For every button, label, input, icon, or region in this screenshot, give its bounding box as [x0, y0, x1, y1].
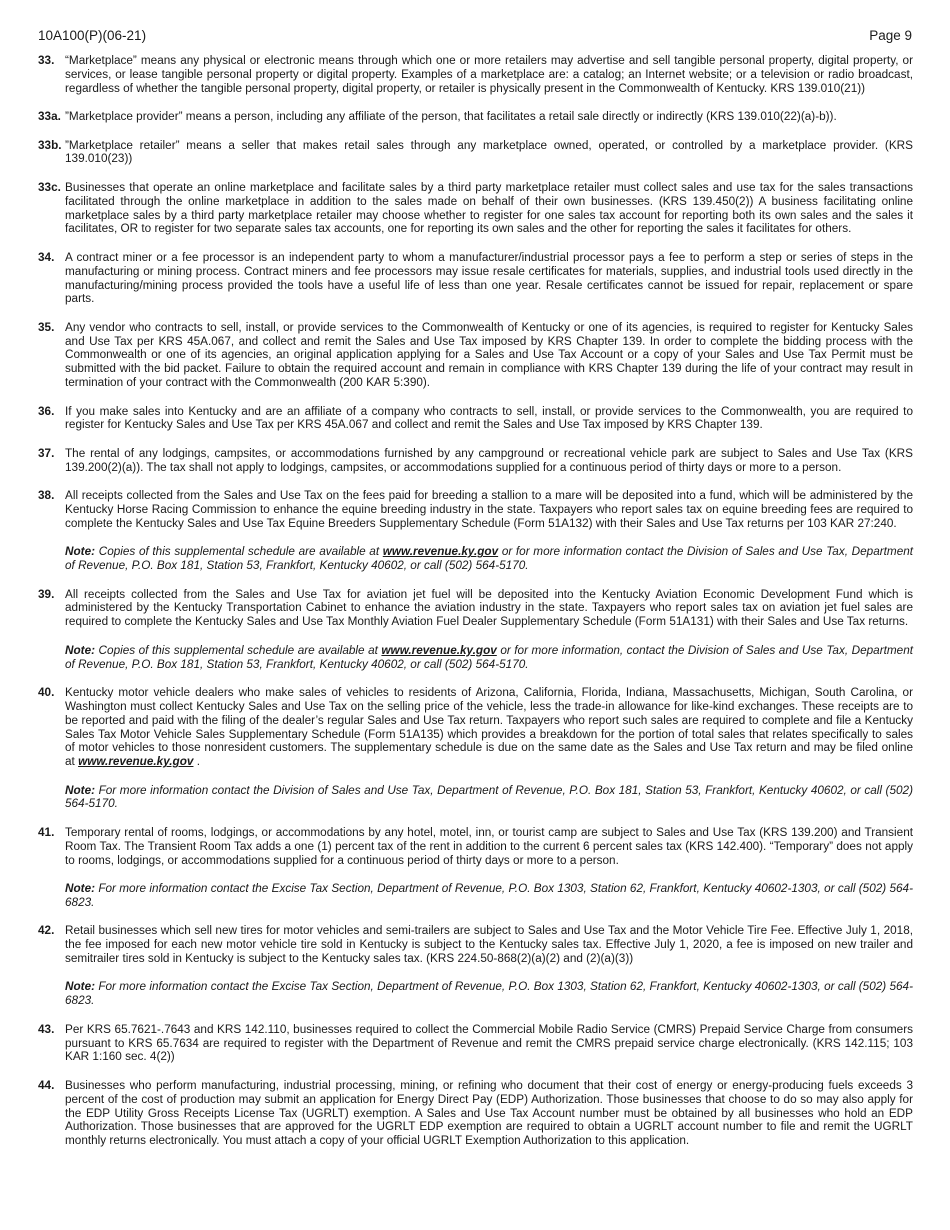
revenue-website-link[interactable]: www.revenue.ky.gov: [381, 643, 497, 657]
item-number: 33c.: [38, 180, 61, 194]
item-number: 34.: [38, 250, 55, 264]
item-text: Any vendor who contracts to sell, install, or provide services to the Commonwealth of Kentucky or one of its agencies, is required to register for Kentucky Sales and Use Tax per KRS 45A.067, and collect and remit the Sales and Use Tax imposed by KRS Chapter 139. In order to complete the bidding process with the Commonwealth or one of its agencies, an original application applying for a Sales and Use Tax Account or a copy of your Sales and Use Tax Permit must be submitted with the bid packet. Failure to obtain the required account and remain in compliance with KRS Chapter 139 during the life of your contract may result in termination of your contract with the Commonwealth (200 KAR 5:390).: [65, 320, 913, 390]
list-item: [38, 251, 913, 306]
list-item: [38, 321, 913, 390]
list-item: [38, 1023, 913, 1065]
item-number: 42.: [38, 924, 55, 938]
item-text: ”Marketplace retailer” means a seller that makes retail sales through any marketplace owned, operated, or controlled by a marketplace provider. (KRS 139.010(23)): [65, 138, 913, 166]
note-text: For more information contact the Division of Sales and Use Tax, Department of Revenue, P.O. Box 181, Station 53, Frankfort, Kentucky 40602, or call (502) 564-5170.: [65, 783, 913, 811]
item-number: 37.: [38, 446, 55, 460]
item-text: Retail businesses which sell new tires for motor vehicles and semi-trailers are subject to Sales and Use Tax and the Motor Vehicle Tire Fee. Effective July 1, 2018, the fee imposed for each new motor vehicle tire sold in Kentucky is subject to the Kentucky sales tax. Effective July 1, 2020, a fee is imposed on new trailer and semitrailer tires sold in Kentucky is subject to the Kentucky sales tax. (KRS 224.50-868(2)(a)(2) and (2)(a)(3)): [65, 924, 913, 965]
item-text: A contract miner or a fee processor is an independent party to whom a manufacturer/industrial processor pays a fee to perform a step or series of steps in the manufacturing or mining process. Contract miners and fee processors may issue resale certificates for materials, supplies, and industrial tools used directly in the manufacturing/mining process provided the tools have a useful life of less than one year. Resale certificates cannot be issued for repair, replacement or spare parts.: [65, 250, 913, 306]
item-text: “Marketplace” means any physical or electronic means through which one or more retailers may advertise and sell tangible personal property, digital property, or services, or lease tangible personal property or digital property. Examples of a marketplace are: a catalog; an Internet website; or a television or radio broadcast, regardless of whether the tangible personal property, digital property, or retailer is physically present in the Commonwealth of Kentucky. KRS 139.010(21)): [65, 54, 913, 95]
note-label: Note:: [65, 882, 96, 896]
item-text-block: [65, 686, 913, 769]
note-text: or for more information, contact the Division of Sales and Use Tax, Department of Revenue, P.O. Box 181, Station 53, Frankfort, Kentucky 40602, or call (502) 564-5170.: [65, 643, 914, 671]
note: [65, 545, 913, 573]
item-text: ”Marketplace provider” means a person, including any affiliate of the person, that facilitates a retail sale directly or indirectly (KRS 139.010(22)(a)-b)).: [65, 110, 837, 124]
list-item: [38, 489, 913, 573]
item-text: All receipts collected from the Sales and Use Tax on the fees paid for breeding a stallion to a mare will be deposited into a fund, which will be administered by the Kentucky Horse Racing Commission to enhance the equine breeding industry in the state. Taxpayers who report sales tax on equine breeding fees are required to complete the Kentucky Sales and Use Tax Equine Breeders Supplementary Schedule (Form 51A132) with their Sales and Use Tax returns per 103 KAR 27:240.: [65, 489, 913, 530]
page-number: Page 9: [869, 28, 912, 43]
note: [65, 784, 913, 812]
item-text: If you make sales into Kentucky and are an affiliate of a company who contracts to sell, install, or provide services to the Commonwealth, you are required to register for Kentucky Sales and Use Tax per KRS 45A.067 and collect and remit the Sales and Use Tax imposed by KRS Chapter 139.: [65, 404, 913, 432]
list-item: [38, 1079, 913, 1148]
item-number: 33.: [38, 54, 55, 67]
revenue-website-link[interactable]: www.revenue.ky.gov: [382, 545, 499, 559]
note-text: Copies of this supplemental schedule are available at: [98, 643, 378, 657]
note-text: For more information contact the Excise Tax Section, Department of Revenue, P.O. Box 1303, Station 62, Frankfort, Kentucky 40602-1303, or call (502) 564-6823.: [65, 882, 914, 909]
item-number: 41.: [38, 825, 55, 839]
item-number: 39.: [38, 587, 55, 601]
note-label: Note:: [65, 980, 96, 994]
list-item: [38, 110, 913, 124]
item-text: Kentucky motor vehicle dealers who make sales of vehicles to residents of Arizona, California, Florida, Indiana, Massachusetts, Michigan, South Carolina, or Washington must collect Kentucky Sales and Use Tax on the selling price of the vehicle, less the trade-in allowance for like-kind exchanges. These receipts are to be reported and paid with the filing of the dealer’s regular Sales and Use Tax return. Taxpayers who report such sales are required to complete and file a Kentucky Sales Tax Motor Vehicle Sales Supplementary Schedule (Form 51A135) which provides a breakdown for the portion of total sales that relates specifically to sales of motor vehicles to those nonresident customers. The supplementary schedule is due on the same date as the Sales and Use Tax return and may be filed online at: [65, 685, 913, 769]
item-number: 40.: [38, 685, 55, 699]
item-number: 33a.: [38, 110, 61, 124]
note-text: or for more information contact the Division of Sales and Use Tax, Department of Revenue, P.O. Box 181, Station 53, Frankfort, Kentucky 40602, or call (502) 564-5170.: [65, 545, 914, 573]
note: [65, 980, 913, 1008]
item-number: 33b.: [38, 138, 62, 152]
list-item: [38, 139, 913, 167]
item-number: 36.: [38, 404, 55, 418]
item-text: Businesses who perform manufacturing, industrial processing, mining, or refining who document that their cost of energy or energy-producing fuels exceeds 3 percent of the cost of production may submit an application for Energy Direct Pay (EDP) Authorization. Those businesses that choose to do so may also apply for the EDP Utility Gross Receipts License Tax (UGRLT) exemption. A Sales and Use Tax Account number must be obtained by all businesses who hold an EDP Authorization. Those businesses that are approved for the UGRLT EDP exemption are required to obtain a UGRLT account number to file and remit the UGRLT monthly returns electronically. You must attach a copy of your official UGRLT Exemption Authorization to this application.: [65, 1078, 913, 1148]
item-number: 43.: [38, 1022, 55, 1036]
list-item: [38, 588, 913, 672]
page-header: [38, 27, 912, 45]
item-text-end: .: [196, 755, 200, 769]
note-text: For more information contact the Excise Tax Section, Department of Revenue, P.O. Box 1303, Station 62, Frankfort, Kentucky 40602-1303, or call (502) 564-6823.: [65, 980, 914, 1008]
item-text: Temporary rental of rooms, lodgings, or accommodations by any hotel, motel, inn, or tourist camp are subject to Sales and Use Tax (KRS 139.200) and Transient Room Tax. The Transient Room Tax adds a one (1) percent tax of the rent in addition to the current 6 percent sales tax (KRS 142.400). “Temporary” does not apply to rooms, lodgings, or accommodations supplied for a continuous period of thirty days or more to a person.: [65, 825, 913, 867]
note-text: Copies of this supplemental schedule are available at: [98, 545, 380, 559]
list-item: [38, 181, 913, 236]
list-item: [38, 447, 913, 475]
list-item: [38, 686, 913, 811]
note: [65, 644, 913, 672]
instructions-list: [38, 54, 913, 1163]
item-text: The rental of any lodgings, campsites, or accommodations furnished by any campground or recreational vehicle park are subject to Sales and Use Tax (KRS 139.200(2)(a)). The tax shall not apply to lodgings, campsites, or accommodations supplied for a continuous period of thirty days or more to a person.: [65, 446, 913, 474]
list-item: [38, 924, 913, 1008]
item-number: 44.: [38, 1078, 55, 1092]
note-label: Note:: [65, 545, 96, 559]
revenue-website-link[interactable]: www.revenue.ky.gov: [78, 755, 194, 769]
list-item: [38, 826, 913, 910]
list-item: [38, 54, 913, 96]
item-number: 35.: [38, 320, 55, 334]
note: [65, 882, 913, 910]
note-label: Note:: [65, 783, 96, 797]
note-label: Note:: [65, 643, 96, 657]
form-id: 10A100(P)(06-21): [38, 28, 147, 43]
item-text: Businesses that operate an online marketplace and facilitate sales by a third party marketplace retailer must collect sales and use tax for the sales transactions facilitated through the online marketplace in addition to the sales made on behalf of their own businesses. (KRS 139.450(2)) A business facilitating online marketplace sales by a third party marketplace retailer may choose whether to register for one sales tax account for reporting both its own sales and the sales it facilitates, OR to register for two separate sales tax accounts, one for reporting its own sales and the other for reporting the sales it facilitates for others.: [65, 180, 913, 236]
item-number: 38.: [38, 489, 55, 503]
item-text: Per KRS 65.7621-.7643 and KRS 142.110, businesses required to collect the Commercial Mobile Radio Service (CMRS) Prepaid Service Charge from consumers pursuant to KRS 65.7634 are required to register with the Department of Revenue and remit the CMRS prepaid service charge electronically. (KRS 142.115; 103 KAR 1:160 sec. 4(2)): [65, 1022, 913, 1064]
item-text: All receipts collected from the Sales and Use Tax for aviation jet fuel will be deposited into the Kentucky Aviation Economic Development Fund which is administered by the Kentucky Transportation Cabinet to enhance the aviation industry in the state. Taxpayers who report sales tax on aviation jet fuel sales are required to complete the Kentucky Sales and Use Tax Monthly Aviation Fuel Dealer Supplementary Schedule (Form 51A131) with their Sales and Use Tax returns.: [65, 587, 913, 629]
list-item: [38, 405, 913, 433]
